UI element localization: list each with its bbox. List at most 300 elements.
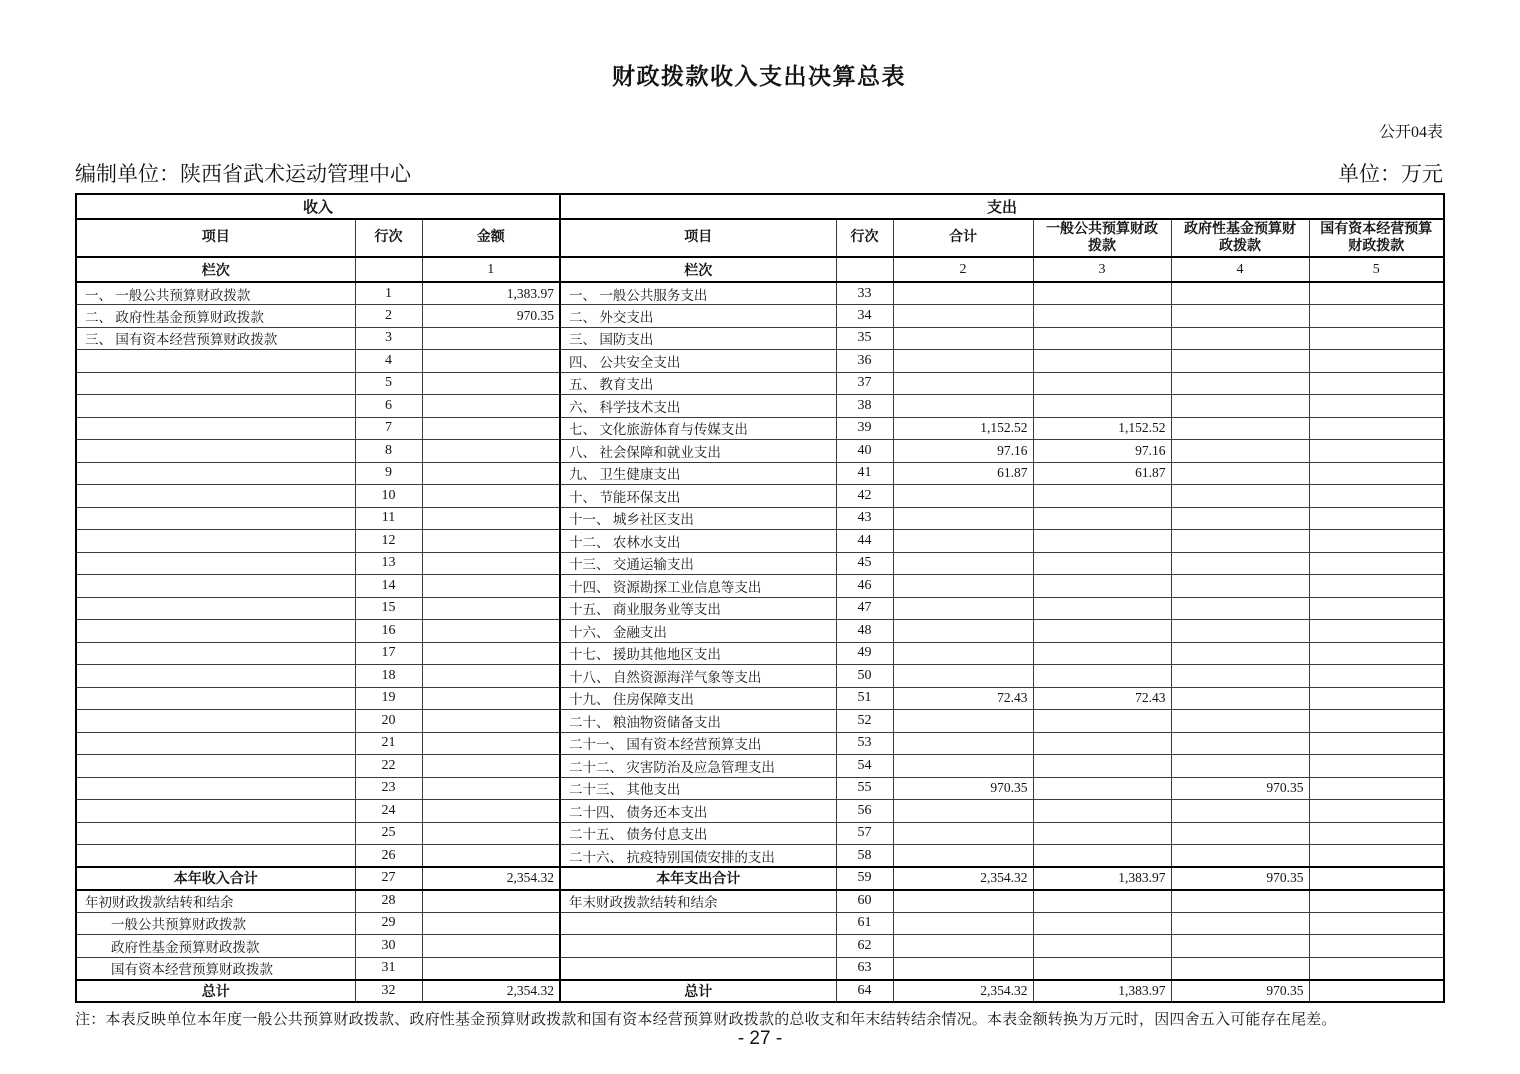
- table-row: [76, 395, 1444, 418]
- income-line-cell: 6: [355, 395, 422, 418]
- expense-total-cell: [893, 755, 1033, 778]
- expense-general-cell: [1033, 372, 1171, 395]
- expense-fund-cell: [1171, 485, 1309, 508]
- expense-line-cell: 36: [836, 350, 893, 373]
- income-line-cell: 7: [355, 417, 422, 440]
- income-line-cell: 10: [355, 485, 422, 508]
- expense-item-cell: 九、 卫生健康支出: [560, 462, 836, 485]
- expense-section-header: 支出: [560, 194, 1444, 219]
- income-amount-index: 1: [422, 257, 560, 282]
- income-line-cell: 29: [355, 912, 422, 935]
- income-line-cell: 21: [355, 732, 422, 755]
- income-line-cell: 8: [355, 440, 422, 463]
- income-line-cell: 26: [355, 845, 422, 868]
- expense-fund-cell: [1171, 800, 1309, 823]
- income-amount-cell: [422, 417, 560, 440]
- expense-fund-cell: [1171, 417, 1309, 440]
- income-item-cell: 政府性基金预算财政拨款: [76, 935, 355, 958]
- expense-capital-cell: [1309, 935, 1444, 958]
- expense-capital-cell: [1309, 980, 1444, 1003]
- expense-line-cell: 64: [836, 980, 893, 1003]
- income-line-cell: 24: [355, 800, 422, 823]
- income-item-cell: [76, 620, 355, 643]
- expense-line-cell: 51: [836, 687, 893, 710]
- expense-fund-cell: [1171, 372, 1309, 395]
- income-amount-cell: [422, 777, 560, 800]
- income-amount-cell: [422, 665, 560, 688]
- table-row: [76, 732, 1444, 755]
- expense-item-cell: 五、 教育支出: [560, 372, 836, 395]
- col-income-amount: 金额: [422, 219, 560, 257]
- expense-general-cell: [1033, 282, 1171, 305]
- col-expense-item: 项目: [560, 219, 836, 257]
- expense-capital-cell: [1309, 845, 1444, 868]
- table-row: [76, 935, 1444, 958]
- expense-line-cell: 34: [836, 305, 893, 328]
- expense-fund-cell: 970.35: [1171, 980, 1309, 1003]
- income-amount-cell: [422, 822, 560, 845]
- currency-unit: 单位：万元: [1338, 162, 1443, 186]
- expense-capital-cell: [1309, 327, 1444, 350]
- section-header-row: [76, 194, 1444, 219]
- col-expense-line: 行次: [836, 219, 893, 257]
- expense-item-cell: 二十二、 灾害防治及应急管理支出: [560, 755, 836, 778]
- expense-total-cell: [893, 575, 1033, 598]
- expense-capital-cell: [1309, 912, 1444, 935]
- income-item-cell: 国有资本经营预算财政拨款: [76, 957, 355, 980]
- expense-line-cell: 35: [836, 327, 893, 350]
- table-row: [76, 485, 1444, 508]
- expense-item-cell: 二十一、 国有资本经营预算支出: [560, 732, 836, 755]
- compiling-unit: 编制单位：陕西省武术运动管理中心: [75, 162, 411, 186]
- expense-item-cell: [560, 912, 836, 935]
- table-row: [76, 980, 1444, 1003]
- expense-total-cell: [893, 597, 1033, 620]
- expense-line-cell: 40: [836, 440, 893, 463]
- expense-fund-cell: [1171, 665, 1309, 688]
- table-row: [76, 665, 1444, 688]
- expense-item-cell: 八、 社会保障和就业支出: [560, 440, 836, 463]
- expense-total-cell: [893, 507, 1033, 530]
- expense-capital-cell: [1309, 282, 1444, 305]
- expense-general-cell: 72.43: [1033, 687, 1171, 710]
- income-amount-cell: [422, 687, 560, 710]
- expense-line-cell: 55: [836, 777, 893, 800]
- income-amount-cell: [422, 890, 560, 913]
- table-row: [76, 507, 1444, 530]
- income-line-cell: 25: [355, 822, 422, 845]
- income-amount-cell: [422, 800, 560, 823]
- income-line-cell: 13: [355, 552, 422, 575]
- expense-index-label: 栏次: [560, 257, 836, 282]
- expense-general-cell: [1033, 305, 1171, 328]
- expense-general-cell: [1033, 845, 1171, 868]
- income-line-cell: 12: [355, 530, 422, 553]
- expense-total-cell: [893, 395, 1033, 418]
- expense-line-cell: 43: [836, 507, 893, 530]
- income-line-cell: 11: [355, 507, 422, 530]
- expense-general-cell: [1033, 822, 1171, 845]
- expense-capital-cell: [1309, 417, 1444, 440]
- income-item-cell: 一、 一般公共预算财政拨款: [76, 282, 355, 305]
- table-row: [76, 642, 1444, 665]
- expense-item-cell: 二十六、 抗疫特别国债安排的支出: [560, 845, 836, 868]
- expense-capital-cell: [1309, 890, 1444, 913]
- expense-line-cell: 57: [836, 822, 893, 845]
- expense-capital-cell: [1309, 755, 1444, 778]
- expense-total-cell: 97.16: [893, 440, 1033, 463]
- income-line-cell: 28: [355, 890, 422, 913]
- table-row: [76, 957, 1444, 980]
- expense-total-cell: 1,152.52: [893, 417, 1033, 440]
- expense-item-cell: 十三、 交通运输支出: [560, 552, 836, 575]
- income-item-cell: [76, 552, 355, 575]
- income-item-cell: [76, 822, 355, 845]
- income-amount-cell: [422, 440, 560, 463]
- income-line-cell: 17: [355, 642, 422, 665]
- expense-fund-cell: 970.35: [1171, 867, 1309, 890]
- table-row: [76, 912, 1444, 935]
- expense-total-cell: 2,354.32: [893, 867, 1033, 890]
- col-expense-total: 合计: [893, 219, 1033, 257]
- expense-line-cell: 60: [836, 890, 893, 913]
- expense-line-index-blank: [836, 257, 893, 282]
- income-line-cell: 4: [355, 350, 422, 373]
- expense-total-cell: [893, 800, 1033, 823]
- column-header-row: [76, 219, 1444, 257]
- table-row: [76, 710, 1444, 733]
- expense-line-cell: 37: [836, 372, 893, 395]
- income-amount-cell: [422, 395, 560, 418]
- page-title: 财政拨款收入支出决算总表: [612, 64, 906, 89]
- expense-general-cell: [1033, 395, 1171, 418]
- expense-item-cell: 二十、 粮油物资储备支出: [560, 710, 836, 733]
- expense-total-cell: [893, 665, 1033, 688]
- expense-capital-cell: [1309, 530, 1444, 553]
- income-amount-cell: 2,354.32: [422, 980, 560, 1003]
- income-amount-cell: 970.35: [422, 305, 560, 328]
- table-row: [76, 372, 1444, 395]
- expense-total-cell: [893, 890, 1033, 913]
- expense-capital-cell: [1309, 710, 1444, 733]
- expense-general-cell: [1033, 350, 1171, 373]
- expense-fund-cell: [1171, 305, 1309, 328]
- expense-total-cell: [893, 642, 1033, 665]
- expense-general-cell: [1033, 327, 1171, 350]
- expense-fund-cell: [1171, 350, 1309, 373]
- income-line-cell: 3: [355, 327, 422, 350]
- expense-item-cell: 总计: [560, 980, 836, 1003]
- income-line-cell: 1: [355, 282, 422, 305]
- expense-fund-cell: [1171, 282, 1309, 305]
- income-index-label: 栏次: [76, 257, 355, 282]
- income-line-cell: 27: [355, 867, 422, 890]
- income-line-cell: 32: [355, 980, 422, 1003]
- income-item-cell: [76, 755, 355, 778]
- income-line-cell: 14: [355, 575, 422, 598]
- expense-capital-index: 5: [1309, 257, 1444, 282]
- expense-fund-cell: [1171, 912, 1309, 935]
- income-line-cell: 30: [355, 935, 422, 958]
- expense-line-cell: 50: [836, 665, 893, 688]
- expense-line-cell: 58: [836, 845, 893, 868]
- expense-item-cell: 年末财政拨款结转和结余: [560, 890, 836, 913]
- table-row: [76, 890, 1444, 913]
- expense-fund-cell: [1171, 575, 1309, 598]
- income-item-cell: [76, 777, 355, 800]
- expense-total-cell: [893, 530, 1033, 553]
- income-line-cell: 16: [355, 620, 422, 643]
- expense-capital-cell: [1309, 957, 1444, 980]
- expense-line-cell: 33: [836, 282, 893, 305]
- expense-line-cell: 53: [836, 732, 893, 755]
- income-amount-cell: [422, 372, 560, 395]
- expense-general-cell: [1033, 530, 1171, 553]
- col-expense-gov-fund: 政府性基金预算财政拨款: [1171, 219, 1309, 257]
- expense-total-cell: [893, 912, 1033, 935]
- expense-total-cell: [893, 552, 1033, 575]
- expense-total-cell: [893, 845, 1033, 868]
- expense-general-cell: [1033, 575, 1171, 598]
- income-line-cell: 2: [355, 305, 422, 328]
- expense-capital-cell: [1309, 350, 1444, 373]
- expense-capital-cell: [1309, 485, 1444, 508]
- expense-line-cell: 39: [836, 417, 893, 440]
- col-income-item: 项目: [76, 219, 355, 257]
- expense-general-cell: [1033, 890, 1171, 913]
- income-amount-cell: [422, 327, 560, 350]
- income-line-cell: 20: [355, 710, 422, 733]
- expense-item-cell: 一、 一般公共服务支出: [560, 282, 836, 305]
- expense-line-cell: 41: [836, 462, 893, 485]
- income-amount-cell: 1,383.97: [422, 282, 560, 305]
- expense-general-cell: [1033, 710, 1171, 733]
- income-amount-cell: [422, 732, 560, 755]
- expense-fund-cell: [1171, 845, 1309, 868]
- expense-line-cell: 49: [836, 642, 893, 665]
- table-row: [76, 552, 1444, 575]
- income-item-cell: [76, 440, 355, 463]
- expense-fund-cell: [1171, 732, 1309, 755]
- income-amount-cell: [422, 530, 560, 553]
- col-income-line: 行次: [355, 219, 422, 257]
- income-item-cell: [76, 597, 355, 620]
- expense-general-index: 3: [1033, 257, 1171, 282]
- expense-item-cell: 二十四、 债务还本支出: [560, 800, 836, 823]
- table-row: [76, 440, 1444, 463]
- expense-capital-cell: [1309, 642, 1444, 665]
- income-item-cell: [76, 732, 355, 755]
- expense-capital-cell: [1309, 462, 1444, 485]
- expense-item-cell: [560, 935, 836, 958]
- expense-total-index: 2: [893, 257, 1033, 282]
- income-amount-cell: [422, 935, 560, 958]
- income-line-cell: 22: [355, 755, 422, 778]
- expense-total-cell: [893, 620, 1033, 643]
- expense-capital-cell: [1309, 575, 1444, 598]
- table-row: [76, 800, 1444, 823]
- expense-fund-cell: [1171, 710, 1309, 733]
- expense-general-cell: [1033, 665, 1171, 688]
- expense-item-cell: 四、 公共安全支出: [560, 350, 836, 373]
- expense-general-cell: [1033, 597, 1171, 620]
- expense-line-cell: 59: [836, 867, 893, 890]
- expense-line-cell: 46: [836, 575, 893, 598]
- report-sheet: [75, 0, 1443, 1029]
- income-item-cell: 二、 政府性基金预算财政拨款: [76, 305, 355, 328]
- expense-capital-cell: [1309, 507, 1444, 530]
- expense-capital-cell: [1309, 822, 1444, 845]
- expense-line-cell: 61: [836, 912, 893, 935]
- expense-general-cell: 61.87: [1033, 462, 1171, 485]
- table-row: [76, 530, 1444, 553]
- expense-fund-index: 4: [1171, 257, 1309, 282]
- expense-total-cell: 2,354.32: [893, 980, 1033, 1003]
- table-body: [76, 282, 1444, 1002]
- income-item-cell: [76, 710, 355, 733]
- income-amount-cell: [422, 845, 560, 868]
- expense-fund-cell: [1171, 552, 1309, 575]
- expense-capital-cell: [1309, 867, 1444, 890]
- expense-capital-cell: [1309, 777, 1444, 800]
- table-row: [76, 575, 1444, 598]
- income-line-cell: 31: [355, 957, 422, 980]
- income-amount-cell: [422, 507, 560, 530]
- expense-capital-cell: [1309, 732, 1444, 755]
- expense-fund-cell: [1171, 687, 1309, 710]
- income-amount-cell: [422, 462, 560, 485]
- expense-fund-cell: [1171, 755, 1309, 778]
- expense-general-cell: [1033, 552, 1171, 575]
- expense-item-cell: 十二、 农林水支出: [560, 530, 836, 553]
- expense-capital-cell: [1309, 372, 1444, 395]
- expense-general-cell: [1033, 957, 1171, 980]
- expense-item-cell: 十一、 城乡社区支出: [560, 507, 836, 530]
- income-line-cell: 18: [355, 665, 422, 688]
- income-item-cell: 总计: [76, 980, 355, 1003]
- budget-summary-table: [75, 193, 1445, 1003]
- expense-line-cell: 62: [836, 935, 893, 958]
- expense-fund-cell: [1171, 530, 1309, 553]
- expense-line-cell: 38: [836, 395, 893, 418]
- table-row: [76, 755, 1444, 778]
- income-amount-cell: [422, 912, 560, 935]
- expense-fund-cell: [1171, 327, 1309, 350]
- expense-general-cell: 1,383.97: [1033, 980, 1171, 1003]
- expense-fund-cell: [1171, 620, 1309, 643]
- expense-total-cell: 72.43: [893, 687, 1033, 710]
- expense-capital-cell: [1309, 597, 1444, 620]
- income-item-cell: [76, 462, 355, 485]
- expense-item-cell: 十四、 资源勘探工业信息等支出: [560, 575, 836, 598]
- expense-item-cell: 三、 国防支出: [560, 327, 836, 350]
- expense-line-cell: 42: [836, 485, 893, 508]
- income-section-header: 收入: [76, 194, 560, 219]
- table-row: [76, 282, 1444, 305]
- income-item-cell: [76, 395, 355, 418]
- expense-capital-cell: [1309, 552, 1444, 575]
- income-amount-cell: [422, 597, 560, 620]
- expense-line-cell: 56: [836, 800, 893, 823]
- table-row: [76, 597, 1444, 620]
- expense-general-cell: [1033, 800, 1171, 823]
- column-index-row: [76, 257, 1444, 282]
- expense-capital-cell: [1309, 620, 1444, 643]
- table-row: [76, 777, 1444, 800]
- income-item-cell: [76, 642, 355, 665]
- expense-total-cell: 61.87: [893, 462, 1033, 485]
- expense-fund-cell: 970.35: [1171, 777, 1309, 800]
- expense-total-cell: [893, 372, 1033, 395]
- income-line-cell: 9: [355, 462, 422, 485]
- income-item-cell: [76, 417, 355, 440]
- expense-fund-cell: [1171, 597, 1309, 620]
- expense-line-cell: 47: [836, 597, 893, 620]
- expense-item-cell: 十、 节能环保支出: [560, 485, 836, 508]
- expense-total-cell: [893, 822, 1033, 845]
- income-item-cell: [76, 800, 355, 823]
- expense-general-cell: 1,383.97: [1033, 867, 1171, 890]
- expense-total-cell: 970.35: [893, 777, 1033, 800]
- expense-item-cell: 六、 科学技术支出: [560, 395, 836, 418]
- income-line-cell: 19: [355, 687, 422, 710]
- expense-item-cell: 二、 外交支出: [560, 305, 836, 328]
- table-code: 公开04表: [1378, 124, 1443, 141]
- expense-fund-cell: [1171, 822, 1309, 845]
- table-row: [76, 305, 1444, 328]
- income-amount-cell: [422, 957, 560, 980]
- expense-fund-cell: [1171, 642, 1309, 665]
- expense-item-cell: 二十五、 债务付息支出: [560, 822, 836, 845]
- expense-total-cell: [893, 350, 1033, 373]
- col-expense-general-budget: 一般公共预算财政拨款: [1033, 219, 1171, 257]
- income-item-cell: [76, 530, 355, 553]
- expense-fund-cell: [1171, 507, 1309, 530]
- expense-line-cell: 45: [836, 552, 893, 575]
- expense-item-cell: 本年支出合计: [560, 867, 836, 890]
- expense-line-cell: 52: [836, 710, 893, 733]
- expense-item-cell: 十八、 自然资源海洋气象等支出: [560, 665, 836, 688]
- expense-fund-cell: [1171, 462, 1309, 485]
- expense-general-cell: [1033, 935, 1171, 958]
- expense-fund-cell: [1171, 440, 1309, 463]
- expense-line-cell: 54: [836, 755, 893, 778]
- income-item-cell: [76, 575, 355, 598]
- expense-capital-cell: [1309, 395, 1444, 418]
- expense-general-cell: [1033, 620, 1171, 643]
- income-amount-cell: [422, 350, 560, 373]
- income-item-cell: 一般公共预算财政拨款: [76, 912, 355, 935]
- expense-capital-cell: [1309, 800, 1444, 823]
- income-amount-cell: [422, 575, 560, 598]
- expense-item-cell: 十五、 商业服务业等支出: [560, 597, 836, 620]
- expense-general-cell: [1033, 755, 1171, 778]
- expense-item-cell: 十九、 住房保障支出: [560, 687, 836, 710]
- table-row: [76, 620, 1444, 643]
- expense-item-cell: 七、 文化旅游体育与传媒支出: [560, 417, 836, 440]
- expense-general-cell: 97.16: [1033, 440, 1171, 463]
- expense-capital-cell: [1309, 687, 1444, 710]
- income-item-cell: [76, 485, 355, 508]
- income-item-cell: [76, 372, 355, 395]
- expense-general-cell: [1033, 485, 1171, 508]
- expense-total-cell: [893, 935, 1033, 958]
- income-item-cell: [76, 350, 355, 373]
- income-amount-cell: [422, 642, 560, 665]
- income-item-cell: 三、 国有资本经营预算财政拨款: [76, 327, 355, 350]
- expense-item-cell: [560, 957, 836, 980]
- expense-general-cell: [1033, 642, 1171, 665]
